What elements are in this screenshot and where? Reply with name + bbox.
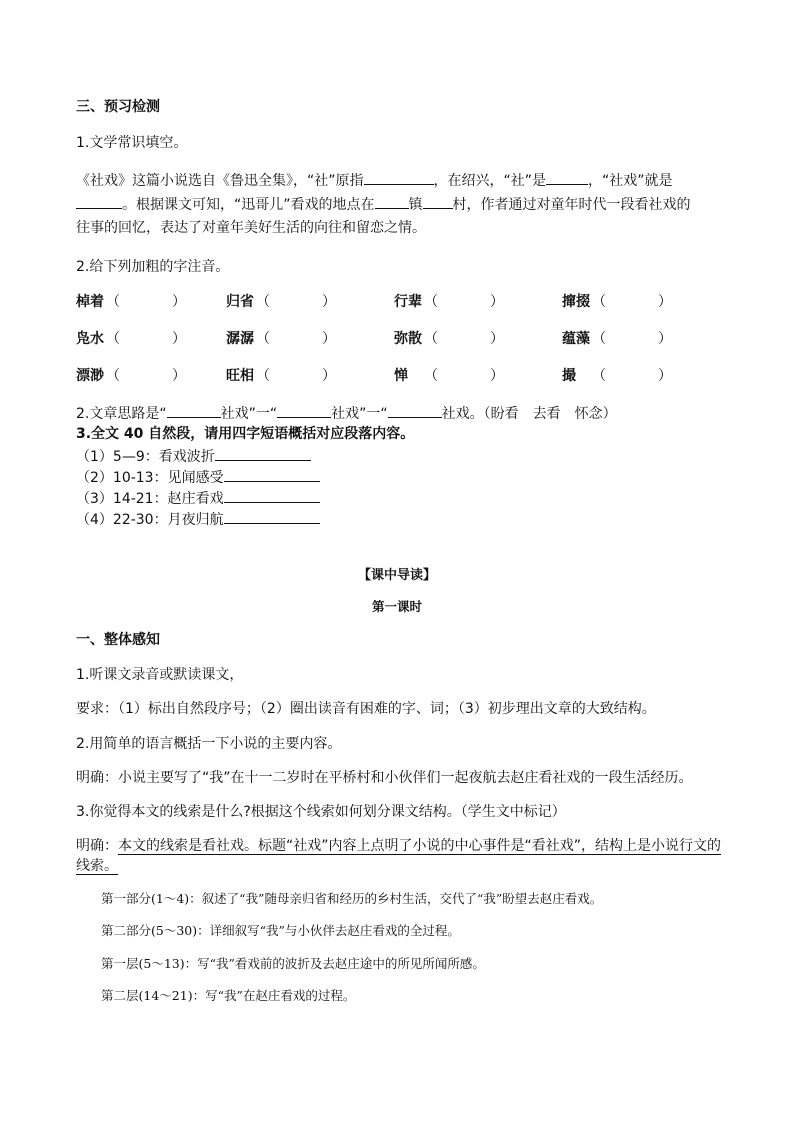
text: 社戏”一“ xyxy=(331,406,388,422)
answer-3 xyxy=(76,836,726,876)
pinyin-item xyxy=(394,292,504,312)
blank[interactable] xyxy=(224,467,320,482)
paren-open[interactable]: （ xyxy=(256,368,270,384)
pinyin-item xyxy=(562,366,672,386)
pinyin-word: 归省 xyxy=(226,294,254,310)
summary-item-3 xyxy=(76,488,320,509)
paren-open[interactable]: （ xyxy=(592,368,606,384)
structure-layer1: 第一层(5～13)：写“我”看戏前的波折及去赵庄途中的所见所闻所感。 xyxy=(101,956,485,971)
text: （2）10-13：见闻感受 xyxy=(76,470,224,486)
pinyin-item xyxy=(76,292,186,312)
pinyin-item xyxy=(394,329,504,349)
pinyin-word: 凫水 xyxy=(76,331,104,347)
pinyin-item xyxy=(394,366,504,386)
blank[interactable] xyxy=(546,170,588,185)
text: 镇 xyxy=(408,197,423,213)
task-1: 1.听课文录音或默读课文， xyxy=(76,667,244,683)
text: （3）14-21：赵庄看戏 xyxy=(76,491,224,507)
paren-open[interactable]: （ xyxy=(256,331,270,347)
paren-close: ） xyxy=(490,294,504,310)
lesson-title: 【课中导读】 xyxy=(357,568,436,583)
summary-item-2 xyxy=(76,467,320,488)
text: 。根据课文可知，“迅哥儿”看戏的地点在 xyxy=(122,197,375,213)
blank[interactable] xyxy=(364,170,434,185)
text: （1）5—9：看戏波折 xyxy=(76,449,215,465)
blank[interactable] xyxy=(277,403,331,418)
blank[interactable] xyxy=(423,194,453,209)
pinyin-word: 蕴藻 xyxy=(562,331,590,347)
period-title: 第一课时 xyxy=(371,599,422,614)
paren-open[interactable]: （ xyxy=(592,294,606,310)
task-2: 2.用简单的语言概括一下小说的主要内容。 xyxy=(76,736,342,752)
structure-part2: 第二部分(5～30)：详细叙写“我”与小伙伴去赵庄看戏的全过程。 xyxy=(101,923,460,938)
text: 社戏”一“ xyxy=(220,406,278,422)
question-2b xyxy=(76,403,617,424)
pinyin-item xyxy=(76,329,186,349)
pinyin-item xyxy=(226,366,336,386)
paren-close: ） xyxy=(658,368,672,384)
text: ，“社戏”就是 xyxy=(588,173,673,189)
paren-close: ） xyxy=(172,368,186,384)
fill-paragraph-line2 xyxy=(76,194,691,215)
text: （4）22-30：月夜归航 xyxy=(76,512,224,528)
text: 2.文章思路是“ xyxy=(76,406,167,422)
section-heading: 三、预习检测 xyxy=(76,99,160,115)
blank[interactable] xyxy=(224,488,320,503)
paren-close: ） xyxy=(322,294,336,310)
fill-paragraph-line3: 往事的回忆，表达了对童年美好生活的向往和留恋之情。 xyxy=(76,220,426,236)
paren-close: ） xyxy=(322,368,336,384)
paren-open[interactable]: （ xyxy=(424,368,438,384)
pinyin-word: 撮 xyxy=(562,368,576,384)
paren-open[interactable]: （ xyxy=(106,331,120,347)
part1-heading: 一、整体感知 xyxy=(76,632,160,648)
blank[interactable] xyxy=(224,509,320,524)
pinyin-item xyxy=(562,292,672,312)
pinyin-word: 行辈 xyxy=(394,294,422,310)
paren-open[interactable]: （ xyxy=(424,331,438,347)
text: 村，作者通过对童年时代一段看社戏的 xyxy=(452,197,691,213)
paren-open[interactable]: （ xyxy=(106,294,120,310)
summary-item-1 xyxy=(76,446,311,467)
blank[interactable] xyxy=(375,194,409,209)
paren-close: ） xyxy=(490,331,504,347)
paren-close: ） xyxy=(490,368,504,384)
task-3: 3.你觉得本文的线索是什么?根据这个线索如何划分课文结构。（学生文中标记） xyxy=(76,804,566,820)
answer-2: 明确：小说主要写了“我”在十一二岁时在平桥村和小伙伴们一起夜航去赵庄看社戏的一段生活经历。 xyxy=(76,770,693,786)
question-3: 3.全文 40 自然段，请用四字短语概括对应段落内容。 xyxy=(76,426,415,442)
paren-open[interactable]: （ xyxy=(106,368,120,384)
pinyin-item xyxy=(226,329,336,349)
pinyin-word: 旺相 xyxy=(226,368,254,384)
pinyin-item xyxy=(76,366,186,386)
requirements: 要求：（1）标出自然段序号；（2）圈出读音有困难的字、词；（3）初步理出文章的大致结构。 xyxy=(76,701,656,717)
pinyin-word: 惮 xyxy=(394,368,408,384)
paren-close: ） xyxy=(322,331,336,347)
structure-part1: 第一部分(1～4)：叙述了“我”随母亲归省和经历的乡村生活，交代了“我”盼望去赵庄看戏。 xyxy=(101,891,603,906)
paren-open[interactable]: （ xyxy=(424,294,438,310)
pinyin-word: 棹着 xyxy=(76,294,104,310)
text: 社戏。（盼看 去看 怀念） xyxy=(441,406,617,422)
blank[interactable] xyxy=(215,446,311,461)
blank[interactable] xyxy=(167,403,221,418)
structure-layer2: 第二层(14～21)：写“我”在赵庄看戏的过程。 xyxy=(101,988,356,1003)
paren-open[interactable]: （ xyxy=(256,294,270,310)
blank[interactable] xyxy=(76,194,122,209)
fill-paragraph-line1 xyxy=(76,170,673,191)
question-2: 2.给下列加粗的字注音。 xyxy=(76,259,230,275)
text: ，在绍兴，“社”是 xyxy=(433,173,547,189)
pinyin-item xyxy=(562,329,672,349)
pinyin-word: 弥散 xyxy=(394,331,422,347)
pinyin-word: 漂渺 xyxy=(76,368,104,384)
blank[interactable] xyxy=(388,403,442,418)
paren-close: ） xyxy=(658,294,672,310)
underlined-text: 本文的线索是看社戏。标题“社戏”内容上点明了小说的中心事件是“看社戏”，结构上是小说行文的线索。 xyxy=(76,838,722,874)
pinyin-word: 撺掇 xyxy=(562,294,590,310)
paren-close: ） xyxy=(172,331,186,347)
summary-item-4 xyxy=(76,509,320,530)
question-1: 1.文学常识填空。 xyxy=(76,135,188,151)
paren-open[interactable]: （ xyxy=(592,331,606,347)
pinyin-item xyxy=(226,292,336,312)
paren-close: ） xyxy=(172,294,186,310)
pinyin-word: 潺潺 xyxy=(226,331,254,347)
text: 明确： xyxy=(76,838,118,854)
paren-close: ） xyxy=(658,331,672,347)
text: 《社戏》这篇小说选自《鲁迅全集》，“社”原指 xyxy=(76,173,364,189)
